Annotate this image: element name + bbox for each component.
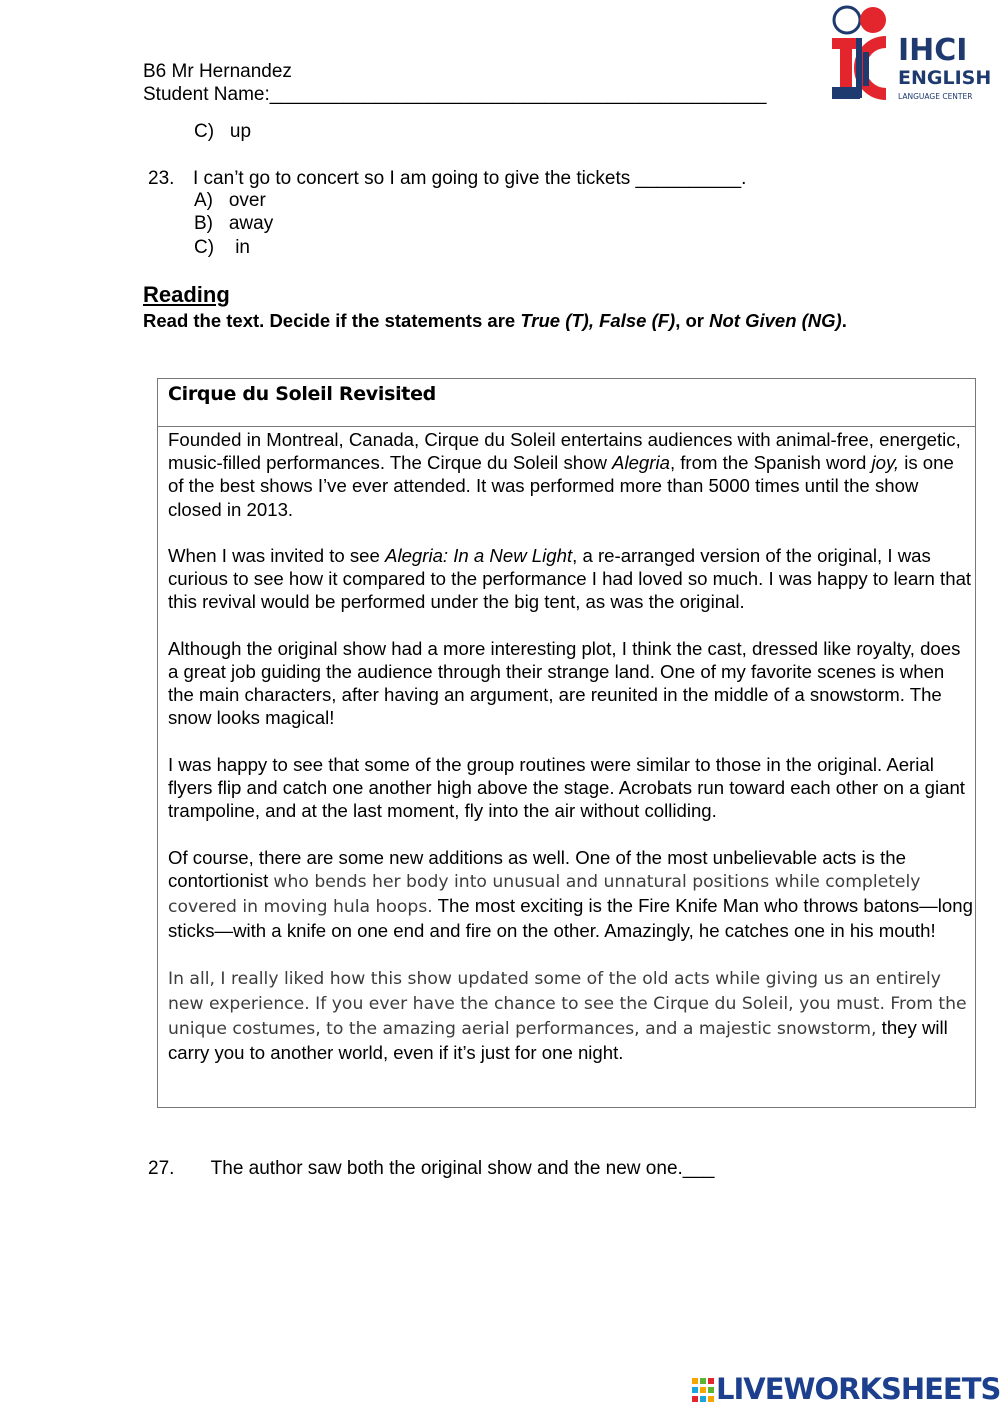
option-letter: A) [194, 190, 213, 211]
text-run-italic: Alegria [612, 452, 670, 474]
passage-paragraph-6 [168, 966, 973, 1065]
reading-passage-box [157, 378, 976, 1108]
text-run: they will carry you to another world, even if it’s just for one night. [168, 1017, 948, 1064]
reading-instruction [143, 310, 883, 332]
option-text: in [235, 237, 250, 258]
text-run-grey: who bends her body into unusual and unnatural positions while completely covered in moving hula hoops. [168, 871, 921, 917]
question-23-option-c[interactable] [194, 236, 250, 259]
instruction-part: , or [675, 310, 710, 331]
text-run: , a re-arranged version of the original, I was curious to see how it compared to the performance I had loved so much. I was happy to learn that this revival would be performed under the big tent, as was the original. [168, 545, 972, 613]
text-run-italic: Alegria: In a New Light [385, 545, 573, 566]
passage-paragraph-2 [168, 544, 973, 614]
teacher-name: B6 Mr Hernandez [143, 61, 292, 82]
question-23-option-a[interactable] [194, 189, 266, 212]
liveworksheets-wordmark: LIVEWORKSHEETS [716, 1372, 1000, 1406]
option-letter: B) [194, 213, 213, 234]
instruction-true-false: True (T), False (F) [520, 310, 676, 331]
passage-paragraph-1 [168, 428, 973, 521]
question-23-number: 23. [148, 168, 175, 189]
question-23-option-b[interactable] [194, 212, 273, 235]
liveworksheets-brand [692, 1372, 1000, 1408]
text-run: Of course, there are some new additions as well. One of the most unbelievable acts is the contortionist [168, 846, 906, 891]
instruction-part: . [841, 310, 847, 331]
text-run: The most exciting is the Fire Knife Man who throws batons—long sticks—with a knife on one end and fire on the other. Amazingly, he catches one in his mouth! [168, 895, 973, 942]
prev-question-option-c[interactable] [194, 120, 251, 143]
passage-paragraph-5 [168, 846, 973, 943]
instruction-not-given: Not Given (NG) [709, 310, 842, 331]
text-run: When I was invited to see [168, 545, 386, 566]
text-run: is one of the best shows I’ve ever attended. It was performed more than 5000 times until the show closed in 2013. [168, 452, 954, 520]
ihci-logo-mark [828, 2, 993, 104]
option-text: up [229, 121, 252, 142]
logo-line1: IHCI [898, 33, 968, 68]
liveworksheets-icon [692, 1378, 714, 1402]
question-27-number: 27. [148, 1158, 175, 1179]
instruction-part: Read the text. Decide if the statements are [143, 310, 521, 331]
passage-paragraph-4: I was happy to see that some of the group routines were similar to those in the original. Aerial flyers flip and catch one another high above the stage. Acrobats run toward each other on a giant trampoline, and at the last moment, fly into the air without colliding. [168, 753, 965, 822]
text-run-grey: In all, I really liked how this show updated some of the old acts while giving us an entirely new experience. If you ever have the chance to see the Cirque du Soleil, you must. From the unique costumes, to the amazing aerial performances, and a majestic snowstorm, [168, 968, 967, 1039]
passage-body [168, 428, 973, 1088]
student-name-line: Student Name:_______________________________________________ [143, 84, 767, 105]
option-letter: C) [194, 237, 215, 258]
passage-paragraph-3: Although the original show had a more interesting plot, I think the cast, dressed like royalty, does a great job guiding the audience through their strange land. One of my favorite scenes is when the main characters, after having an argument, are reunited in the middle of a snowstorm. The snow looks magical! [168, 637, 961, 729]
question-27[interactable] [148, 1157, 714, 1180]
option-letter: C) [194, 121, 215, 142]
text-run: Founded in Montreal, Canada, Cirque du Soleil entertains audiences with animal-free, energetic, music-filled performances. The Cirque du Soleil show [168, 429, 961, 474]
text-run: , from the Spanish word [669, 452, 872, 474]
option-text: over [228, 190, 266, 211]
logo-line2: ENGLISH [898, 67, 992, 89]
reading-heading: Reading [143, 282, 230, 307]
option-text: away [228, 213, 274, 234]
passage-title-row [158, 379, 975, 427]
logo-line3: LANGUAGE CENTER [898, 92, 973, 101]
text-run-italic: joy, [871, 452, 900, 474]
ihci-logo [828, 2, 993, 104]
question-27-text: The author saw both the original show and the new one.___ [210, 1158, 715, 1179]
question-23-text: I can’t go to concert so I am going to give the tickets __________. [193, 168, 747, 189]
passage-title: Cirque du Soleil Revisited [168, 383, 436, 405]
